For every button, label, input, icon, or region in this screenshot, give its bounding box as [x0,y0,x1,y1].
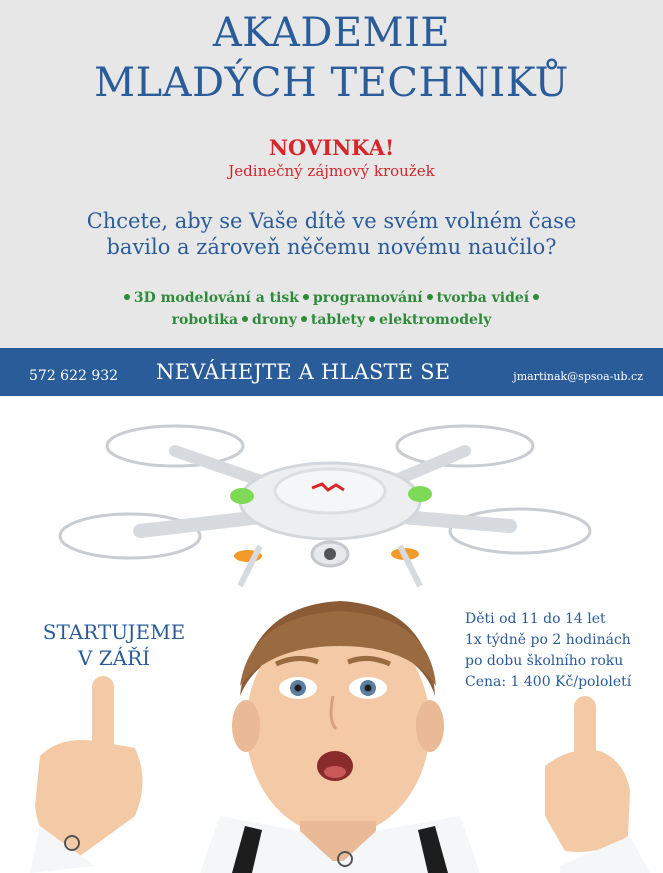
question-line-2: bavilo a zároveň něčemu novému naučilo? [106,235,557,259]
info-line: po dobu školního roku [465,653,624,669]
phone-number: 572 622 932 [29,368,119,384]
bullet-dot-icon [124,294,130,300]
camera-lens [324,548,336,560]
drone-led [408,486,432,502]
drone-top [275,469,385,513]
info-line: Děti od 11 do 14 let [465,611,606,627]
email-address: jmartinak@spsoa-ub.cz [513,370,643,383]
page-title [0,8,663,108]
photo-section [0,396,663,873]
info-line: Cena: 1 400 Kč/pololetí [465,674,632,690]
boy-pupil [365,685,372,692]
topic-item: drony [252,312,297,328]
info-line: 1x týdně po 2 hodinách [465,632,631,648]
start-line-1: STARTUJEME [42,620,186,644]
topics-list [0,287,663,331]
title-line-2: MLADÝCH TECHNIKŮ [94,60,569,106]
topic-item: robotika [171,312,239,328]
bullet-dot-icon [303,294,309,300]
bullet-dot-icon [242,316,248,322]
call-to-action: NEVÁHEJTE A HLASTE SE [156,360,451,384]
course-info [465,609,631,693]
bullet-dot-icon [427,294,433,300]
bullet-dot-icon [369,316,375,322]
boy-ear [416,700,444,752]
boy-tongue [324,766,346,778]
start-line-2: V ZÁŘÍ [77,646,151,670]
topic-item: 3D modelování a tisk [133,290,300,306]
boy-hand [545,750,630,852]
contact-banner [0,348,663,396]
topic-item: programování [313,290,423,306]
start-announcement [25,619,203,671]
question-line-1: Chcete, aby se Vaše dítě ve svém volném čase [86,209,577,233]
title-line-1: AKADEMIE [212,10,451,56]
question-text [0,208,663,260]
bullet-dot-icon [533,294,539,300]
header-section [0,0,663,348]
topics-row-2 [0,309,663,331]
drone-image [60,426,590,586]
topic-item: tvorba videí [436,290,530,306]
novinka-label: NOVINKA! [268,135,395,160]
boy-ear [232,700,260,752]
subtitle: Jedinečný zájmový kroužek [228,162,435,180]
topic-item: tablety [310,312,366,328]
topics-row-1 [0,287,663,309]
rotor-guard [450,509,590,553]
boy-pupil [295,685,302,692]
drone-led [230,488,254,504]
bullet-dot-icon [301,316,307,322]
topic-item: elektromodely [379,312,492,328]
